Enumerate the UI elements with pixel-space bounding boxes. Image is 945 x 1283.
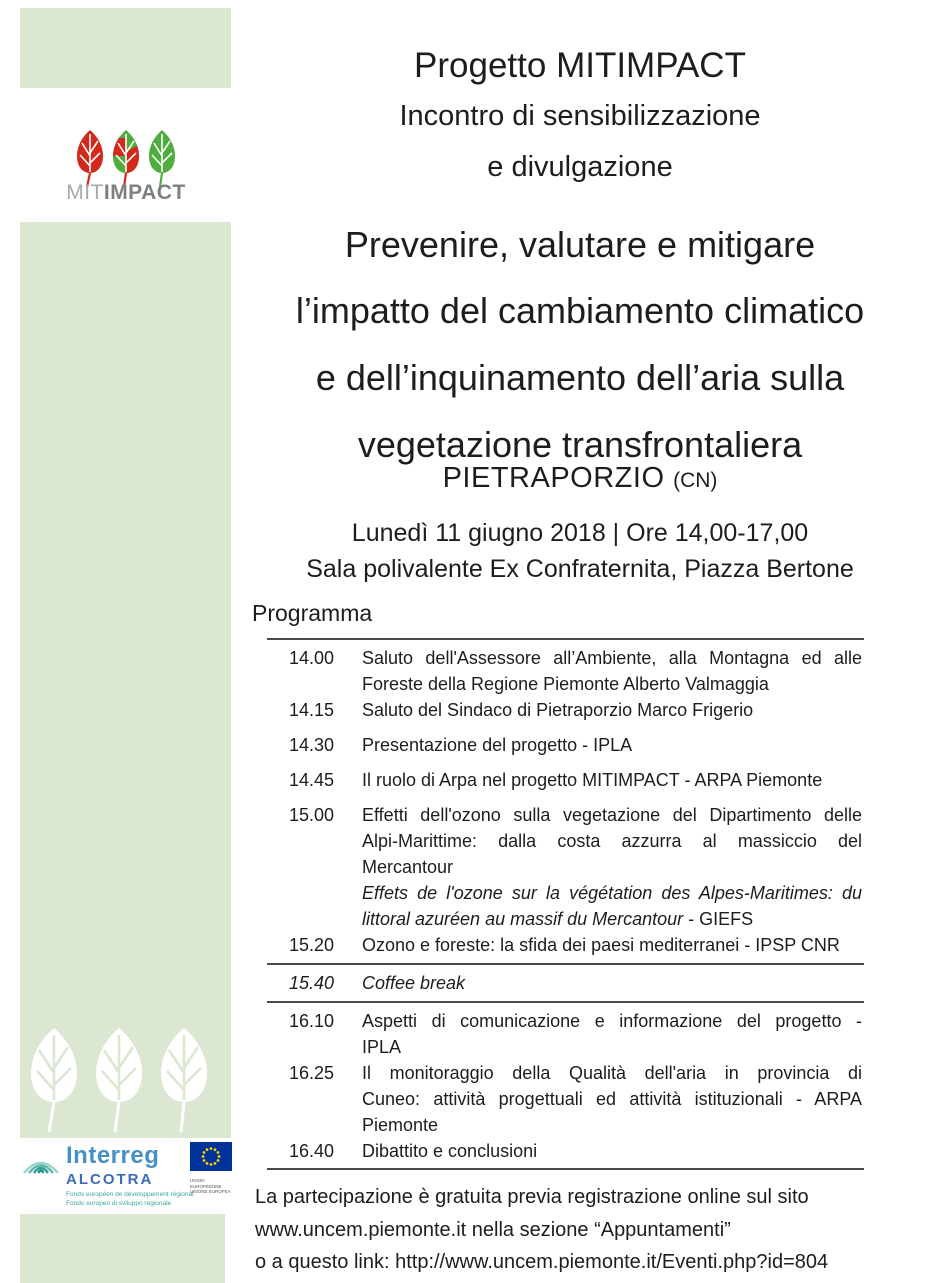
program-description [362,932,864,958]
program-description-line: Effetti dell'ozono sulla vegetazione del Dipartimento delle [362,805,862,825]
program-time: 15.40 [289,973,335,993]
page-subtitle-line1: Incontro di sensibilizzazione [399,100,761,132]
program-description-line: Il ruolo di Arpa nel progetto MITIMPACT - ARPA Piemonte [362,770,823,790]
venue-location: Sala polivalente Ex Confraternita, Piazza Bertone [306,555,854,583]
footer-line1: La partecipazione è gratuita previa registrazione online sul sito [255,1186,809,1208]
leaf-red-icon [76,130,104,188]
program-row [267,1008,864,1060]
program-description-line: Alpi-Marittime: dalla costa azzurra al massiccio del [362,831,862,851]
program-table [267,638,864,1170]
interreg-wordmark: Interreg [66,1142,160,1169]
sidebar-green-main-block [20,222,231,1138]
mitimpact-logo [60,130,192,204]
program-description-line: Il monitoraggio della Qualità dell'aria in provincia di [362,1063,862,1083]
program-time: 16.25 [289,1063,335,1083]
program-time: 14.45 [289,770,335,790]
sidebar-green-top-block [20,8,231,88]
mitimpact-wordmark-impact: IMPACT [103,181,186,204]
mitimpact-leaves [60,130,192,180]
program-row [267,932,864,958]
event-heading-line4: vegetazione transfrontaliera [357,424,803,465]
eu-flag-icon [190,1142,232,1171]
program-time: 14.00 [289,648,335,668]
program-time: 15.00 [289,805,335,825]
program-time: 14.30 [289,735,335,755]
program-description [362,645,864,697]
program-description-line: Presentazione del progetto - IPLA [362,735,633,755]
program-description-line: Coffee break [362,973,466,993]
leaf-outline-icon [160,1028,208,1134]
registration-link-line[interactable]: o a questo link: http://www.uncem.piemonte.it/Eventi.php?id=804 [255,1251,829,1273]
program-description-line: Mercantour [362,857,454,877]
program-description-line: IPLA [362,1037,402,1057]
mitimpact-wordmark-mit: MIT [66,181,104,204]
program-description-line: Effets de l'ozone sur la végétation des Alpes-Maritimes: du [362,883,862,903]
program-description [362,1060,864,1138]
interreg-arc-icon [22,1152,60,1174]
eu-label-fr: UNION EUROPÉENNE [190,1178,222,1189]
event-heading-line3: e dell’inquinamento dell’aria sulla [315,357,845,398]
event-heading-line2: l’impatto del cambiamento climatico [295,290,865,331]
eu-flag [190,1142,232,1195]
program-description-line: Dibattito e conclusioni [362,1141,538,1161]
sidebar-white-leaves [30,1028,208,1134]
program-row [267,802,864,932]
sidebar-green-bottom-block [20,1214,225,1283]
program-row [267,697,864,723]
program-description [362,767,864,793]
interreg-tagline-fr: Fonds européen de développement régional [66,1191,194,1198]
program-description-line: Cuneo: attività progettuali ed attività istituzionali - ARPA [362,1089,862,1109]
program-row [267,1138,864,1164]
alcotra-wordmark: ALCOTRA [66,1171,154,1188]
program-description [362,802,864,932]
venue-province: (CN) [673,469,718,492]
program-time: 16.40 [289,1141,335,1161]
program-description [362,1138,864,1164]
eu-label-it: UNIONE EUROPEA [190,1189,231,1194]
program-description-line: Piemonte [362,1115,439,1135]
program-row [267,645,864,697]
leaf-outline-icon [95,1028,143,1134]
program-description [362,970,864,996]
program-row [267,1060,864,1138]
program-description-line: Ozono e foreste: la sfida dei paesi mediterranei - IPSP CNR [362,935,840,955]
page-title: Progetto MITIMPACT [414,46,746,85]
program-description-line: Aspetti di comunicazione e informazione del progetto - [362,1011,862,1031]
program-description [362,697,864,723]
venue-city [235,462,925,495]
program-description-line: littoral azuréen au massif du Mercantour - GIEFS [362,909,754,929]
program-row [267,767,864,793]
footer-line2: www.uncem.piemonte.it nella sezione “Appuntamenti” [255,1219,731,1241]
table-divider [267,963,864,965]
program-description [362,1008,864,1060]
program-row [267,732,864,758]
table-divider [267,1001,864,1003]
program-label: Programma [252,600,373,626]
program-row [267,970,864,996]
program-time: 14.15 [289,700,335,720]
interreg-tagline-it: Fondo europeo di sviluppo regionale [66,1199,172,1207]
event-heading-line1: Prevenire, valutare e mitigare [344,224,816,265]
program-time: 16.10 [289,1011,335,1031]
leaf-outline-icon [30,1028,78,1134]
program-description-line: Saluto del Sindaco di Pietraporzio Marco Frigerio [362,700,754,720]
venue-city-name: PIETRAPORZIO [442,462,674,494]
program-description [362,732,864,758]
leaf-mixed-icon [112,130,140,188]
page-subtitle-line2: e divulgazione [487,151,673,183]
program-description-line: Foreste della Regione Piemonte Alberto Valmaggia [362,674,769,694]
program-description-line: Saluto dell'Assessore all’Ambiente, alla Montagna ed alle [362,648,862,668]
mitimpact-wordmark [60,181,192,205]
interreg-alcotra-logo [22,1142,232,1212]
program-time: 15.20 [289,935,335,955]
leaf-green-icon [148,130,176,188]
venue-datetime: Lunedì 11 giugno 2018 | Ore 14,00-17,00 [351,519,809,547]
